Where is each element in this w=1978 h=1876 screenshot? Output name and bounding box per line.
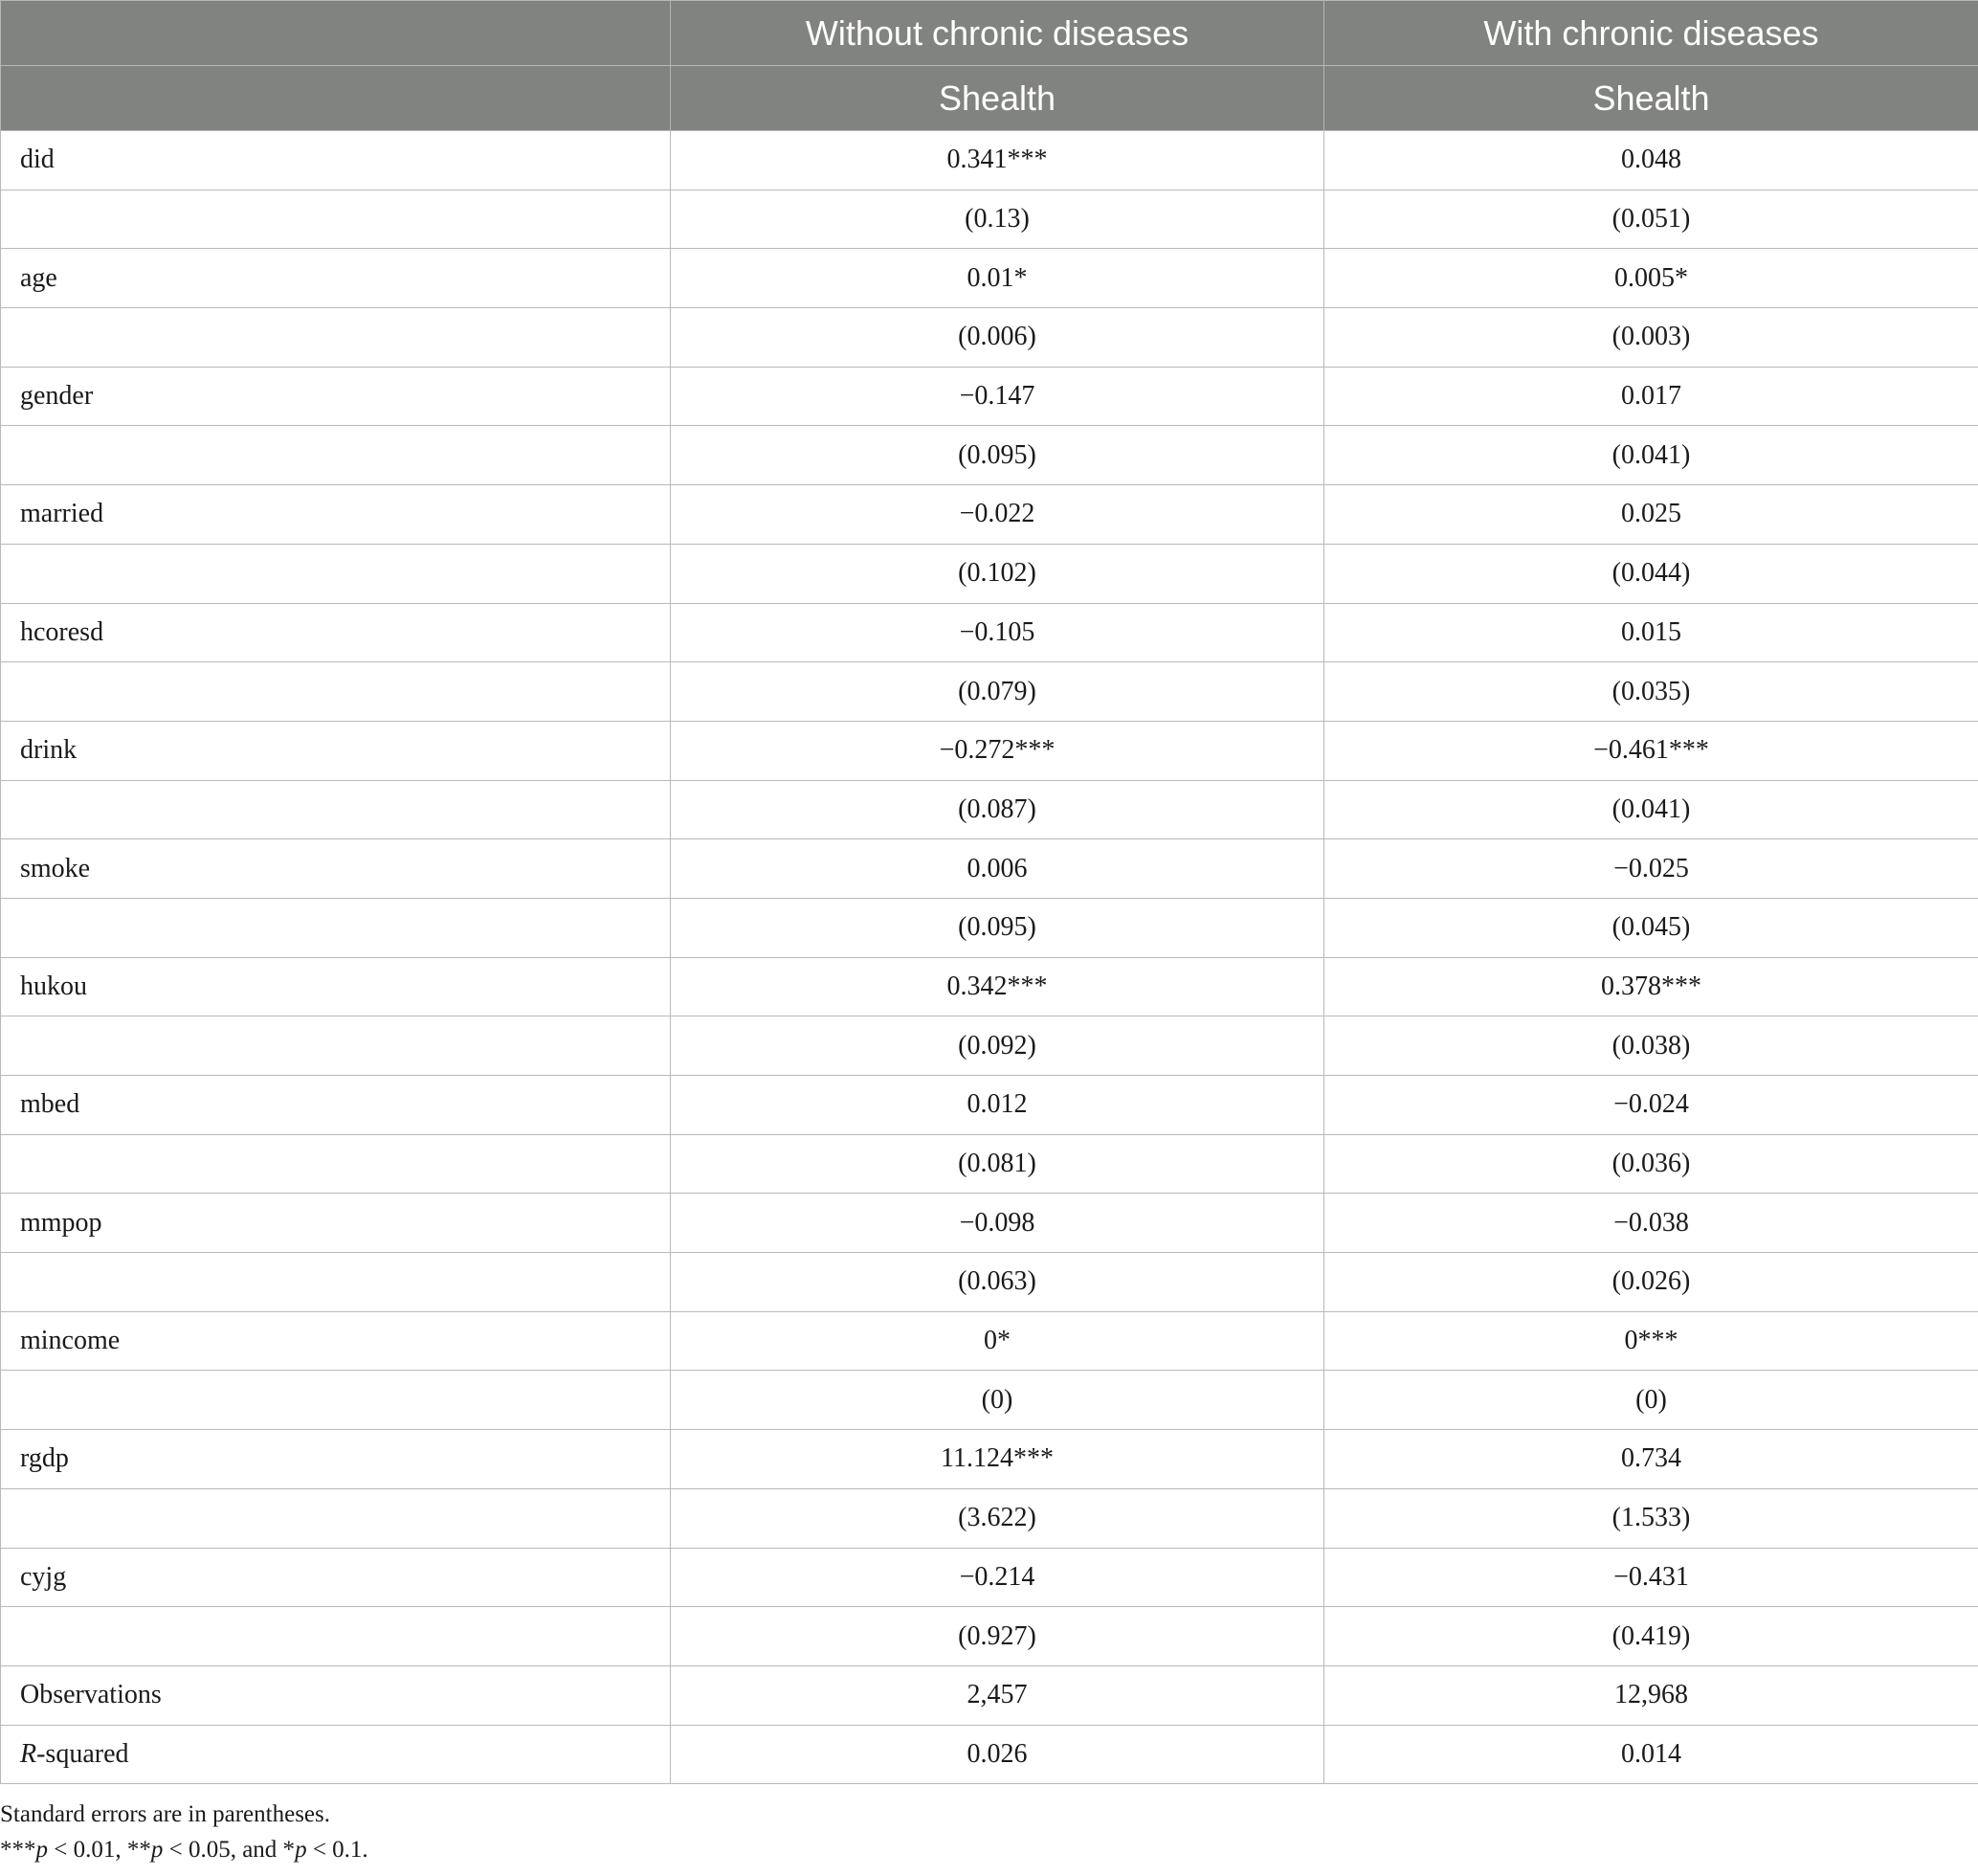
coef-with-chronic: −0.431 xyxy=(1324,1548,1978,1607)
coef-row-smoke xyxy=(1,839,1978,899)
variable-label: hukou xyxy=(1,957,671,1016)
se-blank-label xyxy=(1,1488,671,1548)
variable-label: gender xyxy=(1,367,671,426)
coef-without-chronic: 11.124*** xyxy=(671,1430,1324,1489)
se-blank-label xyxy=(1,544,671,603)
coef-without-chronic: 0.342*** xyxy=(671,957,1324,1016)
se-without-chronic: (0.087) xyxy=(671,780,1324,839)
se-without-chronic: (0.13) xyxy=(671,190,1324,249)
coef-row-drink xyxy=(1,721,1978,780)
se-with-chronic: (0.041) xyxy=(1324,780,1978,839)
rsquared-with-chronic: 0.014 xyxy=(1324,1725,1978,1784)
se-without-chronic: (0) xyxy=(671,1371,1324,1430)
coef-row-age xyxy=(1,249,1978,308)
coef-row-cyjg xyxy=(1,1548,1978,1607)
rsquared-without-chronic: 0.026 xyxy=(671,1725,1324,1784)
footnote-part: < 0.01, ** xyxy=(48,1837,151,1863)
se-without-chronic: (0.092) xyxy=(671,1016,1324,1076)
se-row-mmpop xyxy=(1,1253,1978,1312)
se-with-chronic: (0.419) xyxy=(1324,1607,1978,1666)
se-without-chronic: (0.063) xyxy=(671,1253,1324,1312)
header-row-dependent xyxy=(1,66,1978,131)
variable-label: mincome xyxy=(1,1311,671,1371)
se-row-did xyxy=(1,190,1978,249)
header-without-chronic: Without chronic diseases xyxy=(671,1,1324,66)
coef-with-chronic: 0*** xyxy=(1324,1311,1978,1371)
se-with-chronic: (0.041) xyxy=(1324,426,1978,485)
variable-label: hcoresd xyxy=(1,603,671,662)
variable-label: married xyxy=(1,485,671,545)
se-row-mincome xyxy=(1,1371,1978,1430)
coef-row-married xyxy=(1,485,1978,545)
se-without-chronic: (0.081) xyxy=(671,1134,1324,1194)
coef-row-hcoresd xyxy=(1,603,1978,662)
variable-label: did xyxy=(1,131,671,190)
se-blank-label xyxy=(1,1607,671,1666)
se-blank-label xyxy=(1,1371,671,1430)
variable-label: smoke xyxy=(1,839,671,899)
se-without-chronic: (0.102) xyxy=(671,544,1324,603)
coef-with-chronic: 0.015 xyxy=(1324,603,1978,662)
coef-without-chronic: 0.01* xyxy=(671,249,1324,308)
footnote-part: < 0.1. xyxy=(306,1837,368,1863)
coef-without-chronic: 0.006 xyxy=(671,839,1324,899)
se-with-chronic: (1.533) xyxy=(1324,1488,1978,1548)
se-row-age xyxy=(1,308,1978,368)
se-row-hukou xyxy=(1,1016,1978,1076)
rsquared-label-italic: R xyxy=(20,1738,37,1769)
coef-without-chronic: 0* xyxy=(671,1311,1324,1371)
se-without-chronic: (0.095) xyxy=(671,426,1324,485)
se-with-chronic: (0.026) xyxy=(1324,1253,1978,1312)
se-without-chronic: (3.622) xyxy=(671,1488,1324,1548)
header-dep-var-b: Shealth xyxy=(1324,66,1978,131)
rsquared-label xyxy=(1,1725,671,1784)
se-row-gender xyxy=(1,426,1978,485)
variable-label: age xyxy=(1,249,671,308)
observations-row xyxy=(1,1665,1978,1725)
se-blank-label xyxy=(1,898,671,957)
coef-with-chronic: 0.005* xyxy=(1324,249,1978,308)
se-row-drink xyxy=(1,780,1978,839)
footnote-p-italic: p xyxy=(295,1837,307,1863)
header-with-chronic: With chronic diseases xyxy=(1324,1,1978,66)
variable-label: cyjg xyxy=(1,1548,671,1607)
variable-label: rgdp xyxy=(1,1430,671,1489)
footnote-p-italic: p xyxy=(150,1837,164,1863)
se-blank-label xyxy=(1,1016,671,1076)
footnote-p-italic: p xyxy=(35,1837,48,1863)
footnote-part: *** xyxy=(0,1837,36,1863)
header-blank-cell xyxy=(1,1,671,66)
table-footnotes xyxy=(0,1797,368,1867)
se-blank-label xyxy=(1,662,671,722)
header-blank-cell xyxy=(1,66,671,131)
se-with-chronic: (0.036) xyxy=(1324,1134,1978,1194)
se-row-hcoresd xyxy=(1,662,1978,722)
coef-row-rgdp xyxy=(1,1430,1978,1489)
se-with-chronic: (0.003) xyxy=(1324,308,1978,368)
rsquared-row xyxy=(1,1725,1978,1784)
coef-without-chronic: −0.214 xyxy=(671,1548,1324,1607)
observations-with-chronic: 12,968 xyxy=(1324,1665,1978,1725)
coef-with-chronic: −0.461*** xyxy=(1324,721,1978,780)
se-blank-label xyxy=(1,426,671,485)
variable-label: mbed xyxy=(1,1076,671,1135)
observations-without-chronic: 2,457 xyxy=(671,1665,1324,1725)
table-header xyxy=(1,1,1978,131)
coef-row-did xyxy=(1,131,1978,190)
variable-label: drink xyxy=(1,721,671,780)
coef-without-chronic: −0.272*** xyxy=(671,721,1324,780)
se-row-mbed xyxy=(1,1134,1978,1194)
se-row-cyjg xyxy=(1,1607,1978,1666)
coef-with-chronic: 0.025 xyxy=(1324,485,1978,545)
coef-without-chronic: −0.147 xyxy=(671,367,1324,426)
se-with-chronic: (0.045) xyxy=(1324,898,1978,957)
coef-without-chronic: 0.012 xyxy=(671,1076,1324,1135)
coef-row-mbed xyxy=(1,1076,1978,1135)
coef-without-chronic: −0.098 xyxy=(671,1194,1324,1253)
se-row-rgdp xyxy=(1,1488,1978,1548)
header-dep-var-a: Shealth xyxy=(671,66,1324,131)
table-body xyxy=(1,131,1978,1784)
se-with-chronic: (0) xyxy=(1324,1371,1978,1430)
coef-row-mincome xyxy=(1,1311,1978,1371)
coef-row-mmpop xyxy=(1,1194,1978,1253)
coef-row-hukou xyxy=(1,957,1978,1016)
se-with-chronic: (0.035) xyxy=(1324,662,1978,722)
coef-without-chronic: −0.022 xyxy=(671,485,1324,545)
footnote-standard-errors: Standard errors are in parentheses. xyxy=(0,1801,330,1827)
rsquared-label-rest: -squared xyxy=(36,1738,129,1769)
se-row-smoke xyxy=(1,898,1978,957)
se-blank-label xyxy=(1,190,671,249)
se-without-chronic: (0.095) xyxy=(671,898,1324,957)
se-blank-label xyxy=(1,1253,671,1312)
se-with-chronic: (0.038) xyxy=(1324,1016,1978,1076)
se-without-chronic: (0.927) xyxy=(671,1607,1324,1666)
observations-label: Observations xyxy=(1,1665,671,1725)
header-row-groups xyxy=(1,1,1978,66)
se-row-married xyxy=(1,544,1978,603)
variable-label: mmpop xyxy=(1,1194,671,1253)
coef-with-chronic: 0.017 xyxy=(1324,367,1978,426)
se-blank-label xyxy=(1,780,671,839)
coef-without-chronic: 0.341*** xyxy=(671,131,1324,190)
se-without-chronic: (0.006) xyxy=(671,308,1324,368)
coef-with-chronic: −0.038 xyxy=(1324,1194,1978,1253)
se-with-chronic: (0.044) xyxy=(1324,544,1978,603)
footnote-significance xyxy=(0,1832,368,1867)
se-without-chronic: (0.079) xyxy=(671,662,1324,722)
se-blank-label xyxy=(1,1134,671,1194)
coef-with-chronic: 0.734 xyxy=(1324,1430,1978,1489)
coef-with-chronic: −0.024 xyxy=(1324,1076,1978,1135)
coef-with-chronic: 0.048 xyxy=(1324,131,1978,190)
coef-row-gender xyxy=(1,367,1978,426)
footnote-part: < 0.05, and * xyxy=(163,1837,296,1863)
coef-with-chronic: 0.378*** xyxy=(1324,957,1978,1016)
coef-without-chronic: −0.105 xyxy=(671,603,1324,662)
se-with-chronic: (0.051) xyxy=(1324,190,1978,249)
coef-with-chronic: −0.025 xyxy=(1324,839,1978,899)
se-blank-label xyxy=(1,308,671,368)
